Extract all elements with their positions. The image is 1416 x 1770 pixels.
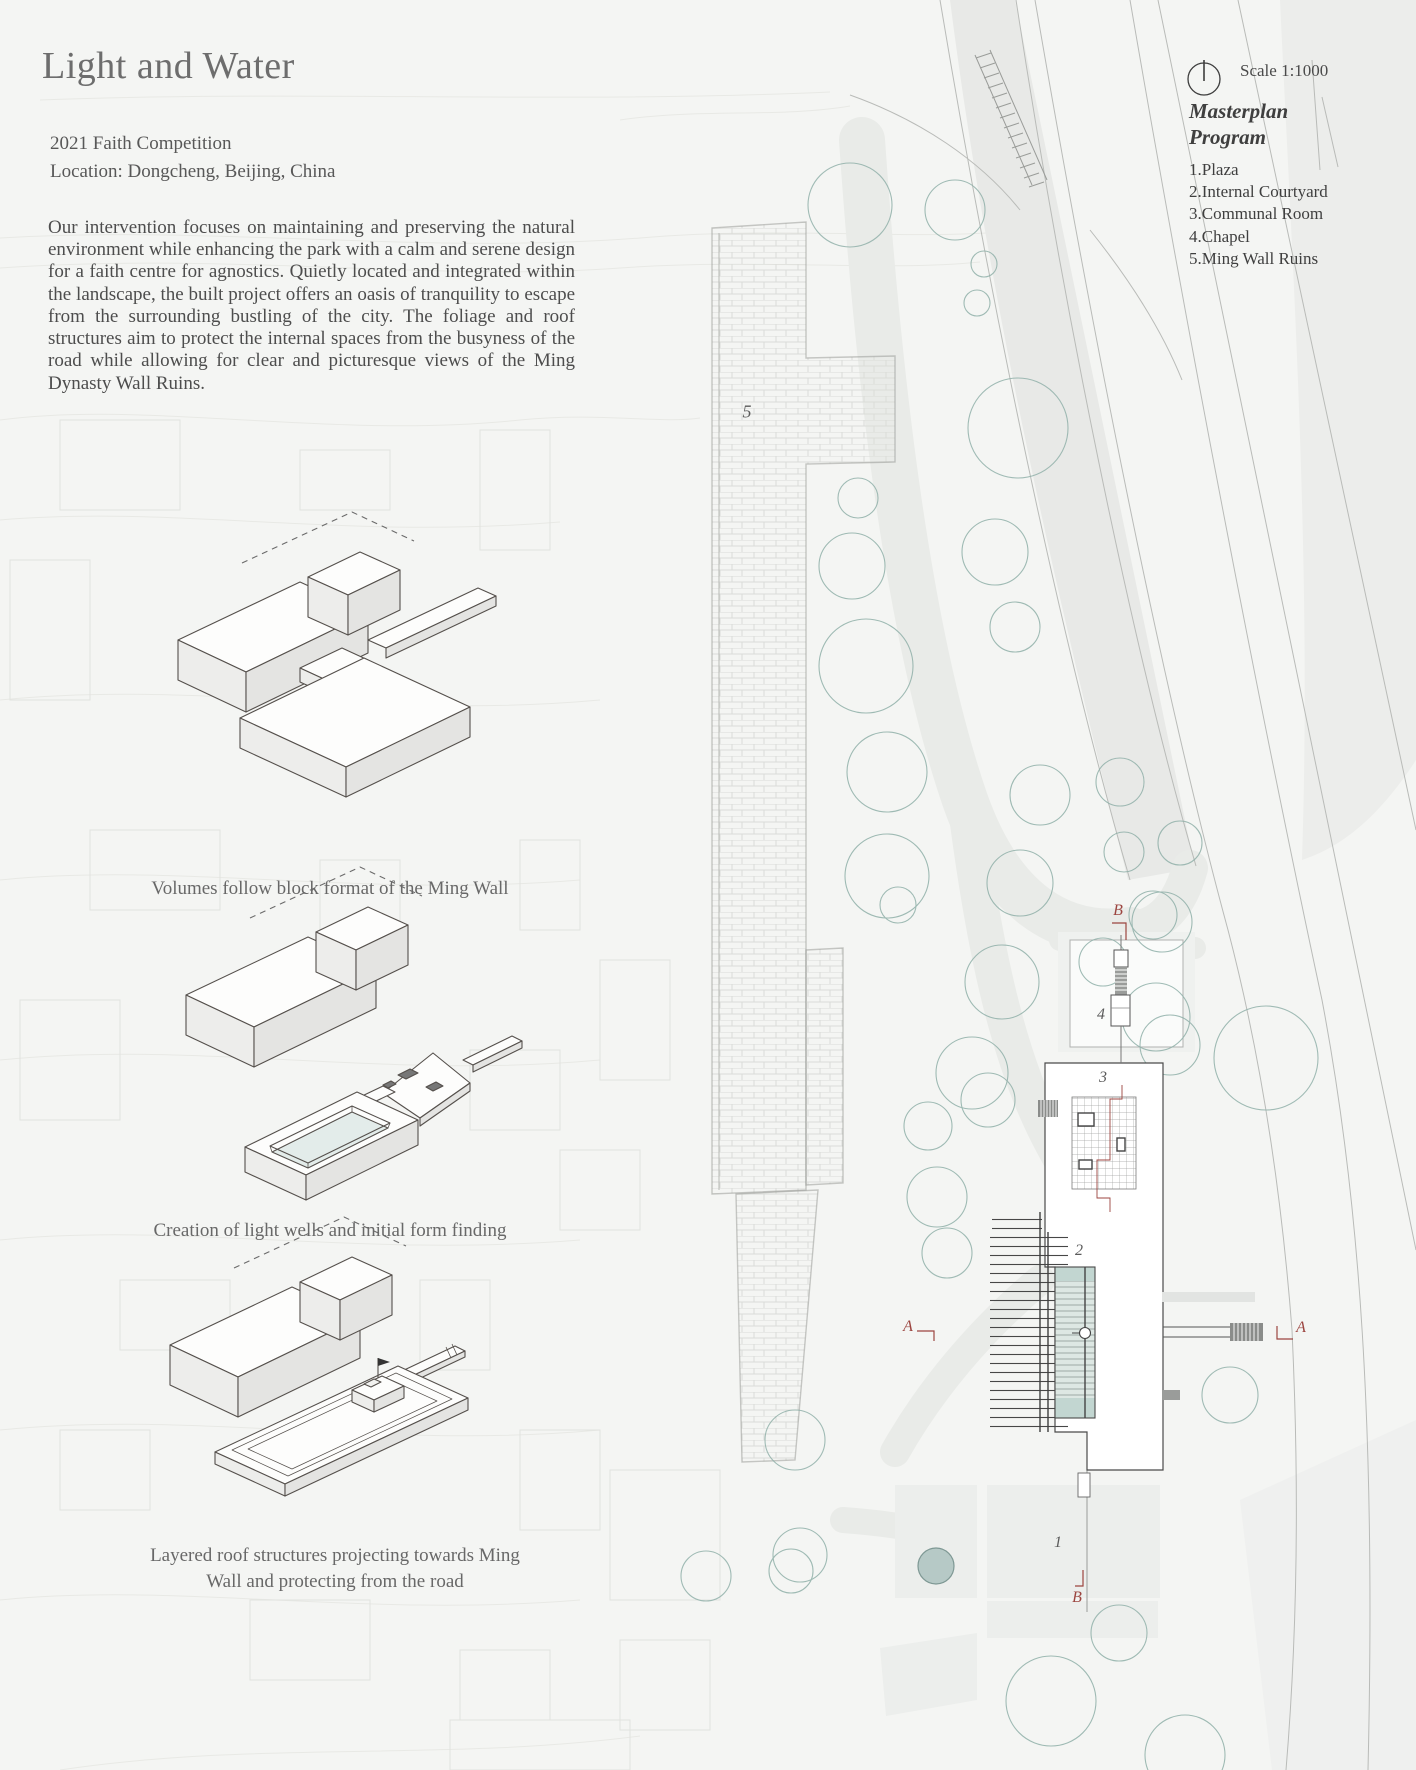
masterplan-program [1189, 98, 1379, 271]
program-item-communal: 3.Communal Room [1189, 204, 1324, 224]
label-plaza: 1 [1054, 1534, 1062, 1551]
axon-volumes [178, 512, 496, 797]
label-chapel: 4 [1097, 1006, 1105, 1023]
axon-diagrams [170, 512, 522, 1496]
south-stub [1078, 1473, 1090, 1497]
axon-caption-roofs: Layered roof structures projecting towards Ming Wall and protecting from the road [150, 1545, 520, 1592]
label-ming-wall: 5 [742, 401, 752, 422]
page-title: Light and Water [42, 45, 295, 87]
east-bridge [1163, 1323, 1263, 1341]
east-path [1162, 1292, 1255, 1302]
skylight-grid [1072, 1097, 1136, 1189]
project-description: Our intervention focuses on maintaining and preserving the natural environment while enhancing the park with a calm and serene design for a faith centre for agnostics. Quietly located and integrated within the landscape, the built project offers an oasis of tranquility to escape from the surrounding bustling of the city. The foliage and roof structures aim to protect the internal spaces from the busyness of the road while allowing for clear and picturesque views of the Ming Dynasty Wall Ruins. [48, 217, 575, 394]
axon-caption-light-wells: Creation of light wells and initial form finding [153, 1220, 507, 1241]
program-list [1189, 159, 1379, 271]
north-scale-icon [1188, 60, 1220, 95]
axon-caption-volumes: Volumes follow block format of the Ming Wall [151, 878, 509, 899]
location-line: Location: Dongcheng, Beijing, China [50, 160, 336, 182]
program-item-plaza: 1.Plaza [1189, 159, 1239, 179]
competition-line: 2021 Faith Competition [50, 133, 232, 154]
pond [918, 1548, 954, 1584]
project-meta [50, 130, 335, 185]
label-courtyard: 2 [1075, 1242, 1083, 1259]
section-marker-a-left: A [903, 1318, 913, 1335]
program-title: Masterplan Program [1189, 99, 1289, 150]
internal-courtyard [1055, 1267, 1095, 1418]
axon-light-wells [186, 867, 522, 1200]
west-stairs [1038, 1100, 1058, 1117]
program-item-wall: 5.Ming Wall Ruins [1189, 249, 1319, 269]
program-item-chapel: 4.Chapel [1189, 226, 1250, 246]
section-marker-b-bottom: B [1072, 1589, 1082, 1606]
building-plan [990, 935, 1263, 1497]
label-communal-room: 3 [1099, 1069, 1107, 1086]
section-marker-a-right: A [1296, 1319, 1306, 1336]
plaza [880, 1470, 1160, 1716]
axon-roofs [170, 1217, 468, 1496]
section-marker-b-top: B [1113, 902, 1123, 919]
scale-label: Scale 1:1000 [1240, 61, 1329, 80]
program-item-courtyard: 2.Internal Courtyard [1189, 181, 1328, 201]
ming-wall-strip [712, 222, 895, 1462]
